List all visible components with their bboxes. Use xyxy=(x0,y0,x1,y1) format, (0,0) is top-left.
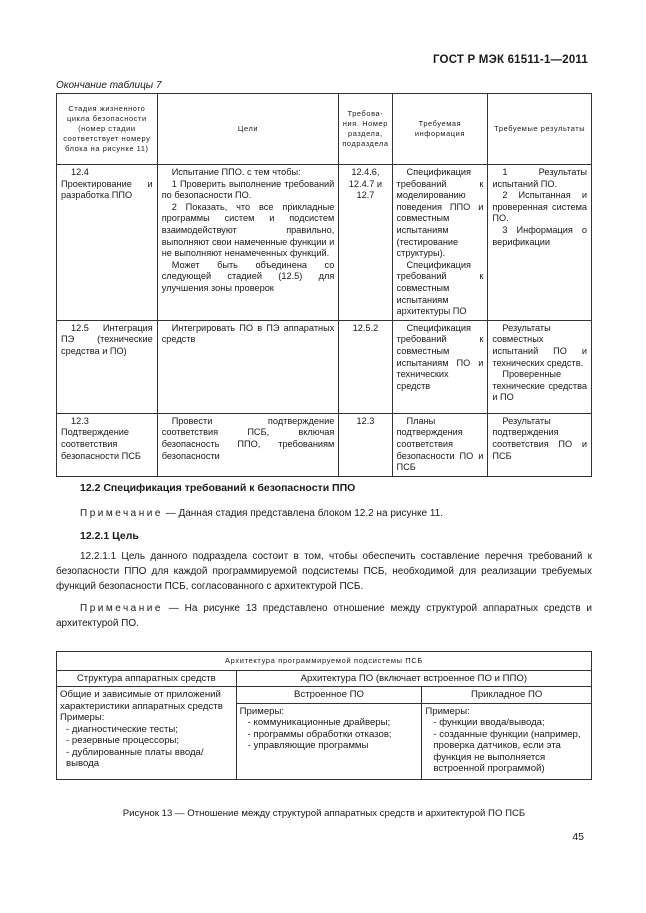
goal-line: Провести подтверждение соответствия ПСБ, включая безопасность ППО, требованиям безопасности xyxy=(161,415,335,461)
results-cell xyxy=(488,165,592,321)
header-info: Требуемая информация xyxy=(392,94,488,165)
result-line: Проверенные технические средства и ПО xyxy=(492,369,587,403)
result-line: Результаты совместных испытаний ПО и технических средств. xyxy=(492,322,587,368)
table-caption: Окончание таблицы 7 xyxy=(56,80,162,91)
req-cell: 12.5.2 xyxy=(339,320,392,413)
goal-line: 1 Проверить выполнение требований по безопасности ПО. xyxy=(161,178,335,201)
note-label: Примечание xyxy=(80,603,163,614)
list-item: - коммуникационные драйверы; xyxy=(247,717,391,729)
embedded-examples-label: Примеры: xyxy=(239,705,285,717)
app-cell xyxy=(422,703,592,779)
goals-cell xyxy=(157,165,339,321)
hw-column-header: Структура аппаратных средств xyxy=(57,670,237,687)
list-item: - диагностические тесты; xyxy=(66,723,178,735)
paragraph-12-2-1-1: 12.2.1.1 Цель данного подраздела состоит в том, чтобы обеспечить составление перечня требований к безопасности ППО для каждой программируемой подсистемы ПСБ, необходимой для реализации требуемых функций безопасности ПСБ, согласованного с архитектурой ПСБ. xyxy=(56,551,592,592)
section-title-12-2: 12.2 Спецификация требований к безопасности ППО xyxy=(80,482,356,494)
req-cell: 12.4.6, 12.4.7 и 12.7 xyxy=(339,165,392,321)
embedded-cell xyxy=(236,703,422,779)
goal-line: Интегрировать ПО в ПЭ аппаратных средств xyxy=(161,322,335,345)
list-item: - программы обработки отказов; xyxy=(247,728,392,740)
table-row xyxy=(57,320,592,413)
list-item: - созданные функции (например, проверка датчиков, если эта функция не выполняется встроенной программой) xyxy=(433,728,581,775)
table-header-row xyxy=(57,94,592,165)
info-line: Спецификация требований к совместным испытаниям ПО и технических средств xyxy=(396,322,484,391)
sw-column-header: Архитектура ПО (включает встроенное ПО и ППО) xyxy=(236,670,591,687)
stage-cell: 12.4 Проектирование и разработка ППО xyxy=(57,165,158,321)
hw-list xyxy=(60,724,233,770)
goals-cell xyxy=(157,320,339,413)
figure-caption: Рисунок 13 — Отношение между структурой аппаратных средств и архитектурой ПО ПСБ xyxy=(122,808,526,819)
app-examples-label: Примеры: xyxy=(425,705,470,717)
info-line: Планы подтверждения соответствия безопасности ПО и ПСБ xyxy=(396,415,484,473)
req-cell: 12.3 xyxy=(339,413,392,476)
embedded-list xyxy=(240,717,419,752)
table-row xyxy=(57,165,592,321)
note-text: — На рисунке 13 представлено отношение между структурой аппаратных средств и архитектурой ПО. xyxy=(56,603,592,629)
app-header: Прикладное ПО xyxy=(422,687,592,704)
info-cell xyxy=(392,165,488,321)
note-text: — Данная стадия представлена блоком 12.2 на рисунке 11. xyxy=(165,508,444,519)
result-line: 1 Результаты испытаний ПО. xyxy=(492,167,587,189)
section-title-12-2-1: 12.2.1 Цель xyxy=(80,530,139,542)
table-row xyxy=(57,413,592,476)
goals-cell xyxy=(157,413,339,476)
hw-cell xyxy=(57,687,237,780)
goal-line: Может быть объединена со следующей стадией (12.5) для улучшения зоны проверок xyxy=(161,259,335,293)
document-header: ГОСТ Р МЭК 61511-1—2011 xyxy=(432,54,588,66)
result-line: 2 Испытанная и проверенная система ПО. xyxy=(492,190,587,224)
note-12-2-1 xyxy=(56,601,592,631)
list-item: - управляющие программы xyxy=(247,740,369,752)
list-item: - резервные процессоры; xyxy=(66,735,180,746)
table-7 xyxy=(56,93,592,477)
results-cell xyxy=(488,320,592,413)
stage-cell: 12.5 Интеграция ПЭ (технические средства и ПО) xyxy=(57,320,158,413)
note-12-2 xyxy=(80,506,592,521)
stage-cell: 12.3 Подтверждение соответствия безопасности ПСБ xyxy=(57,413,158,476)
hw-description: Общие и зависимые от приложений характеристики аппаратных средств xyxy=(60,689,223,712)
info-cell xyxy=(392,320,488,413)
results-cell xyxy=(488,413,592,476)
figure-13 xyxy=(56,651,592,780)
page-number: 45 xyxy=(572,831,584,843)
list-item: - функции ввода/вывода; xyxy=(433,717,545,729)
header-results: Требуемые результаты xyxy=(488,94,592,165)
embedded-header: Встроенное ПО xyxy=(236,687,422,704)
goal-line: Испытание ППО. с тем чтобы: xyxy=(171,167,301,177)
result-line: 3 Информация о верификации xyxy=(492,224,587,247)
list-item: - дублированные платы ввода/вывода xyxy=(66,746,204,769)
header-req: Требова-ния. Номер раздела, подраздела xyxy=(339,94,392,165)
hw-examples-label: Примеры: xyxy=(60,712,105,723)
info-cell xyxy=(392,413,488,476)
note-label: Примечание xyxy=(80,508,163,519)
figure-title: Архитектура программируемой подсистемы ПСБ xyxy=(57,652,592,671)
header-stage: Стадия жизненного цикла безопасности (номер стадии соответствует номеру блока на рисунке 11) xyxy=(57,94,158,165)
info-line: Спецификация требований к моделированию поведения ППО и совместным испытаниям (тестирование структуры). xyxy=(396,167,484,259)
app-list xyxy=(425,717,588,775)
info-line: Спецификация требований к совместным испытаниям архитектуры ПО xyxy=(396,259,484,317)
goal-line: 2 Показать, что все прикладные программы систем и подсистем взаимодействуют правильно, выполняют свои намеченные функции и не выполняют ненамеченных функций. xyxy=(161,201,335,259)
result-line: Результаты подтверждения соответствия ПО и ПСБ xyxy=(492,415,587,461)
header-goals: Цели xyxy=(157,94,339,165)
